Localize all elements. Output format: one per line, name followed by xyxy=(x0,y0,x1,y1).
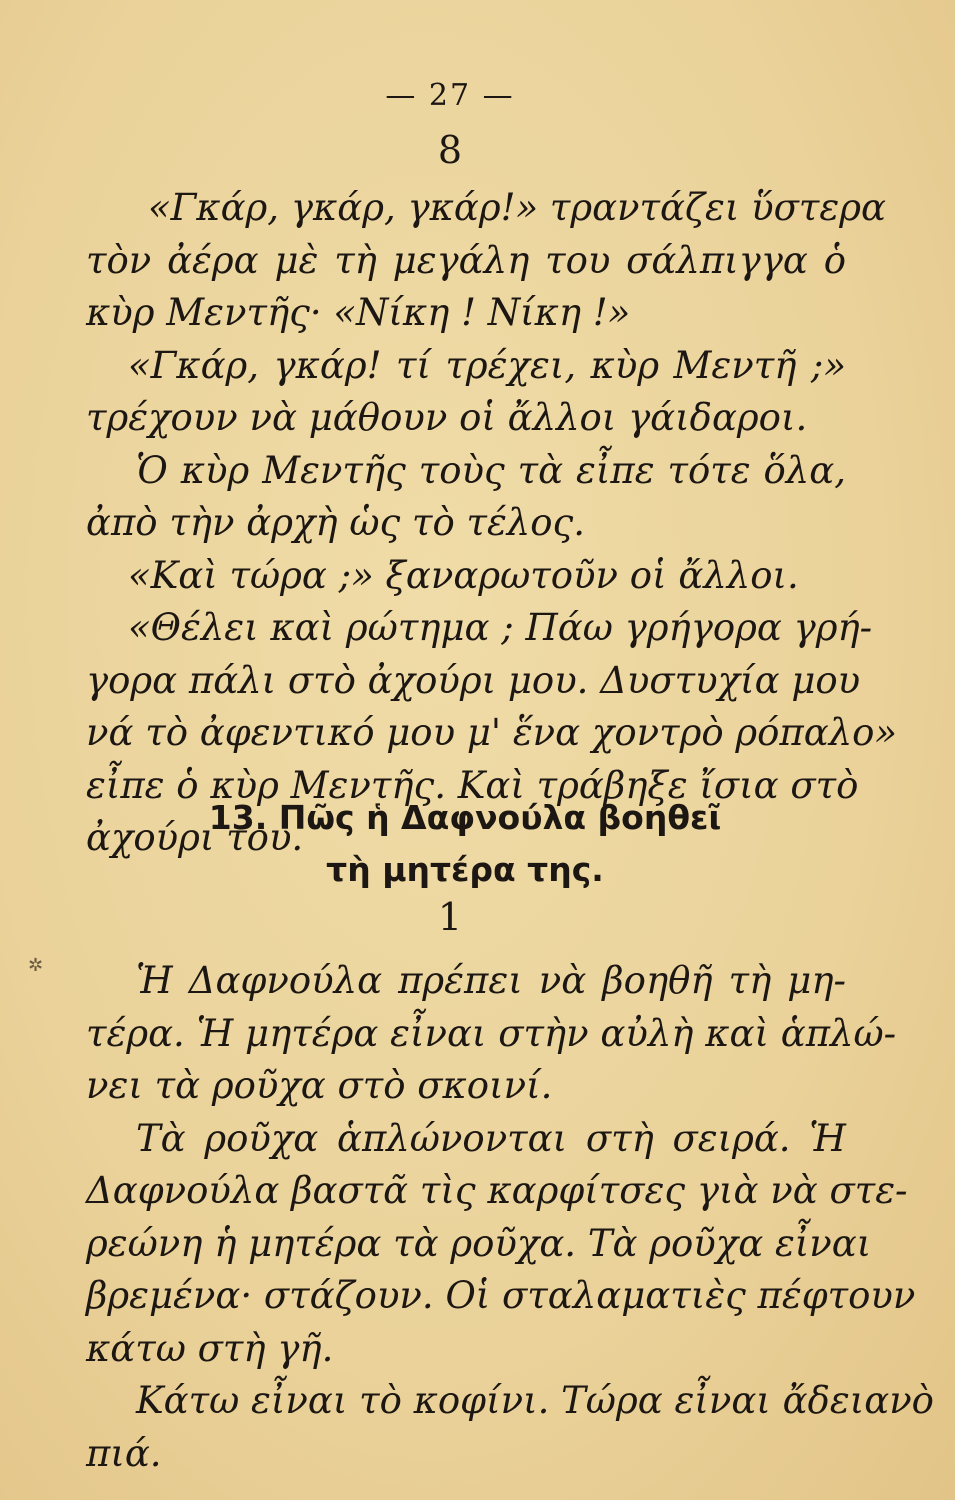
text-line: «Θέλει καὶ ρώτημα ; Πάω γρήγορα γρή- xyxy=(128,606,873,649)
chapter-title-line-2: τὴ μητέρα της. xyxy=(326,850,604,889)
text-line: πιά. xyxy=(86,1431,162,1475)
margin-mark-icon: ✲ xyxy=(28,955,44,976)
text-line: Δαφνούλα βαστᾶ τὶς καρφίτσες γιὰ νὰ στε- xyxy=(86,1169,908,1212)
section-number-8: 8 xyxy=(437,128,463,172)
text-line: «Γκάρ, γκάρ, γκάρ!» τραντάζει ὕστερα xyxy=(148,186,886,229)
text-line: ἀχούρι του. xyxy=(86,816,304,859)
section-8-text xyxy=(86,182,898,865)
text-line: Κάτω εἶναι τὸ κοφίνι. Τώρα εἶναι ἄδειανὸ xyxy=(136,1379,934,1422)
text-line: «Γκάρ, γκάρ! τί τρέχει, κὺρ Μεντῆ ;» xyxy=(128,343,846,387)
text-line: Ὁ κὺρ Μεντῆς τοὺς τὰ εἶπε τότε ὅλα, xyxy=(136,448,846,492)
text-line: εἶπε ὁ κὺρ Μεντῆς. Καὶ τράβηξε ἴσια στὸ xyxy=(86,763,859,807)
text-line: Τὰ ροῦχα ἁπλώνονται στὴ σειρά. Ἡ xyxy=(136,1116,846,1160)
chapter-title-line-1: 13. Πῶς ἡ Δαφνούλα βοηθεῖ xyxy=(208,798,722,837)
section-1-text xyxy=(86,955,934,1480)
text-line: Ἡ Δαφνούλα πρέπει νὰ βοηθῆ τὴ μη- xyxy=(136,959,846,1002)
text-line: τρέχουν νὰ μάθουν οἱ ἄλλοι γάιδαροι. xyxy=(86,396,808,439)
text-line: κὺρ Μεντῆς· «Νίκη ! Νίκη !» xyxy=(86,291,631,334)
text-line: νει τὰ ροῦχα στὸ σκοινί. xyxy=(86,1064,553,1107)
text-line: τὸν ἀέρα μὲ τὴ μεγάλη του σάλπιγγα ὁ xyxy=(86,238,846,282)
text-line: «Καὶ τώρα ;» ξαναρωτοῦν οἱ ἄλλοι. xyxy=(128,553,799,597)
text-line: ρεώνη ἡ μητέρα τὰ ροῦχα. Τὰ ροῦχα εἶναι xyxy=(86,1221,872,1265)
text-line: κάτω στὴ γῆ. xyxy=(86,1326,334,1370)
chapter-title xyxy=(0,792,930,896)
section-number-1: 1 xyxy=(437,895,463,939)
text-line: τέρα. Ἡ μητέρα εἶναι στὴν αὐλὴ καὶ ἁπλώ- xyxy=(86,1011,897,1055)
text-line: βρεμένα· στάζουν. Οἱ σταλαματιὲς πέφτουν xyxy=(86,1274,916,1317)
text-line: νά τὸ ἀφεντικό μου μ' ἕνα χοντρὸ ρόπαλο» xyxy=(86,711,898,754)
text-line: γορα πάλι στὸ ἀχούρι μου. Δυστυχία μου xyxy=(86,658,861,702)
page-number: — 27 — xyxy=(385,78,515,113)
text-line: ἀπὸ τὴν ἀρχὴ ὡς τὸ τέλος. xyxy=(86,501,586,544)
